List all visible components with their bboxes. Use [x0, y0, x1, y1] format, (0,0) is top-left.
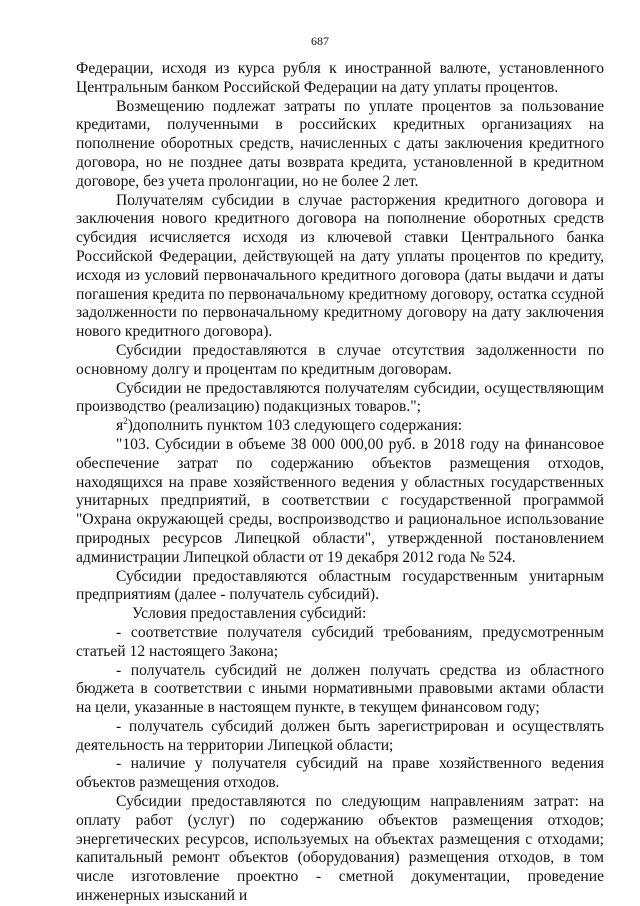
- paragraph-continuation: Федерации, исходя из курса рубля к иностранной валюте, установленного Центральным банком Российской Федерации на дату уплаты процентов.: [76, 60, 604, 96]
- paragraph-reimbursement: Возмещению подлежат затраты по уплате процентов за пользование кредитами, полученными в российских кредитных организациях на пополнение оборотных средств, начисленных с даты заключения кредитного договора, но не позднее даты возврата кредита, установленной в кредитном договоре, без учета пролонгации, но не более 2 лет.: [76, 97, 604, 190]
- paragraph-cost-directions: Субсидии предоставляются по следующим направлениям затрат: на оплату работ (услуг) по содержанию объектов размещения отходов; энергетических ресурсов, используемых на объектах размещения с отходами; капитальный ремонт объектов (оборудования) размещения отходов, в том числе изготовление проектно - сметной документации, проведение инженерных изысканий и: [76, 793, 604, 905]
- paragraph-contract-termination: Получателям субсидии в случае расторжения кредитного договора и заключения нового кредитного договора на пополнение оборотных средств субсидия исчисляется исходя из ключевой ставки Центрального банка Российской Федерации, действующей на дату уплаты процентов по кредиту, исходя из условий первоначального кредитного договора (даты выдачи и даты погашения кредита по первоначальному кредитному договору, остатка ссудной задолженности по первоначальному кредитному договору на дату заключения нового кредитного договора).: [76, 191, 604, 341]
- amendment-superscript: 2: [123, 416, 128, 427]
- amendment-text: )дополнить пунктом 103 следующего содержания:: [127, 417, 463, 435]
- list-item-condition-3: - получатель субсидий должен быть зарегистрирован и осуществлять деятельность на территории Липецкой области;: [76, 717, 604, 754]
- list-item-condition-2: - получатель субсидий не должен получать средства из областного бюджета в соответствии с иными нормативными правовыми актами области на цели, указанные в настоящем пункте, в текущем финансовом году;: [76, 661, 604, 717]
- document-body: [76, 60, 604, 906]
- paragraph-excise-exclusion: Субсидии не предоставляются получателям субсидии, осуществляющим производство (реализацию) подакцизных товаров.";: [76, 379, 604, 416]
- paragraph-item-103: "103. Субсидии в объеме 38 000 000,00 руб. в 2018 году на финансовое обеспечение затрат по содержанию объектов размещения отходов, находящихся на праве хозяйственного ведения у областных государственных унитарных предприятий, в соответствии с государственной программой "Охрана окружающей среды, воспроизводство и рациональное использование природных ресурсов Липецкой области", утвержденной постановлением администрации Липецкой области от 19 декабря 2012 года № 524.: [76, 435, 604, 566]
- amendment-letter: я: [116, 417, 124, 435]
- paragraph-recipients: Субсидии предоставляются областным государственным унитарным предприятиям (далее - получатель субсидий).: [76, 567, 604, 604]
- list-item-condition-1: - соответствие получателя субсидий требованиям, предусмотренным статьей 12 настоящего Закона;: [76, 623, 604, 660]
- paragraph-amendment-intro: [76, 417, 604, 436]
- paragraph-conditions-heading: Условия предоставления субсидий:: [132, 605, 367, 623]
- paragraph-no-debt: Субсидии предоставляются в случае отсутствия задолженности по основному долгу и процентам по кредитным договорам.: [76, 341, 604, 378]
- page-number: 687: [311, 34, 329, 48]
- list-item-condition-4: - наличие у получателя субсидий на праве хозяйственного ведения объектов размещения отходов.: [76, 755, 604, 792]
